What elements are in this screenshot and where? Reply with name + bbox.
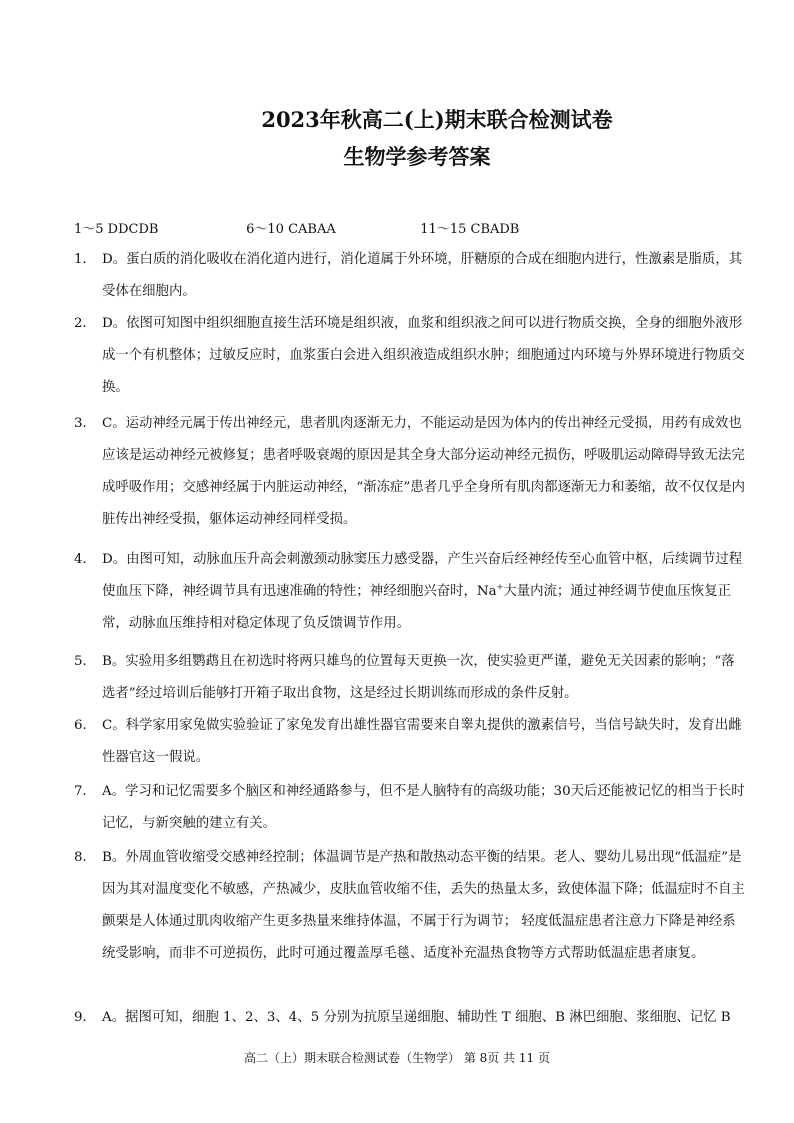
item-number: 7． — [74, 784, 96, 799]
item-explanation: D。蛋白质的消化吸收在消化道内进行，消化道属于外环境，肝糖原的合成在细胞内进行，性激素是脂质，其受体在细胞内。 — [102, 252, 743, 299]
item-explanation: A。学习和记忆需要多个脑区和神经通路参与，但不是人脑特有的高级功能；30天后还能被记忆的相当于长时记忆，与新突触的建立有关。 — [102, 784, 745, 831]
page-subtitle: 生物学参考答案 — [343, 144, 491, 169]
item-explanation: D。依图可知图中组织细胞直接生活环境是组织液，血浆和组织液之间可以进行物质交换，全身的细胞外液形成一个有机整体；过敏反应时，血浆蛋白会进入组织液造成组织水肿；细胞通过内环境与外界环境进行物质交换。 — [102, 316, 745, 395]
item-number: 3． — [74, 416, 96, 431]
answer-item — [74, 646, 746, 710]
item-number: 5． — [74, 654, 96, 669]
answer-item — [74, 776, 746, 840]
answer-key: 6～10 CABAA — [246, 222, 336, 237]
answer-key: 11～15 CBADB — [420, 222, 520, 237]
answer-item — [74, 842, 746, 970]
item-explanation: C。运动神经元属于传出神经元，患者肌肉逐渐无力，不能运动是因为体内的传出神经元受损，用药有成效也应该是运动神经元被修复；患者呼吸衰竭的原因是其全身大部分运动神经元损伤，呼吸肌运动障碍导致无法完成呼吸作用；交感神经属于内脏运动神经，“渐冻症”患者几乎全身所有肌肉都逐渐无力和萎缩，故不仅仅是内脏传出神经受损，躯体运动神经同样受损。 — [102, 416, 746, 527]
item-text-part: D。由图可知，动脉血压升高会刺激颈动脉窦压力感受器，产生兴奋后经神经传至心血管中枢，后续调节过程使血压下降，神经调节具有迅速准确的特性；神经细胞兴奋时，Na — [102, 552, 743, 599]
item-explanation — [102, 544, 746, 640]
answer-item — [74, 1002, 746, 1034]
answer-item — [74, 544, 746, 640]
page-footer: 高二（上）期末联合检测试卷（生物学） 第 8页 共 11 页 — [244, 1051, 550, 1065]
item-explanation: A。据图可知，细胞 1、2、3、4、5 分别为抗原呈递细胞、辅助性 T 细胞、B 淋巴细胞、浆细胞、记忆 B — [102, 1010, 731, 1025]
item-number: 9． — [74, 1010, 96, 1025]
item-explanation: C。科学家用家兔做实验验证了家兔发育出雄性器官需要来自睾丸提供的激素信号，当信号缺失时，发育出雌性器官这一假说。 — [102, 718, 742, 765]
item-number: 4． — [74, 552, 96, 567]
answer-key: 1～5 DDCDB — [74, 222, 159, 237]
item-text-part: 大量内流；通过神经调节使血压恢复正常，动脉血压维持相对稳定体现了负反馈调节作用。 — [102, 584, 731, 631]
item-number: 2． — [74, 316, 96, 331]
item-explanation: B。外周血管收缩受交感神经控制；体温调节是产热和散热动态平衡的结果。老人、婴幼儿易出现“低温症”是因为其对温度变化不敏感，产热减少，皮肤血管收缩不佳，丢失的热量太多，致使体温下降；低温症时不自主颤栗是人体通过肌肉收缩产生更多热量来维持体温，不属于行为调节； 轻度低温症患者注意力下降是神经系统受影响，而非不可逆损伤，此时可通过覆盖厚毛毯、适度补充温热食物等方式帮助低温症患者康复。 — [102, 850, 745, 961]
answer-item — [74, 244, 746, 308]
item-number: 6． — [74, 718, 96, 733]
item-number: 1． — [74, 252, 96, 267]
answer-item — [74, 308, 746, 404]
page-title: 2023年秋高二(上)期末联合检测试卷 — [261, 107, 613, 132]
item-number: 8． — [74, 850, 96, 865]
answer-key-row — [74, 218, 519, 237]
item-explanation: B。实验用多组鹦鹉且在初选时将两只雄鸟的位置每天更换一次，使实验更严谨，避免无关因素的影响；“落选者”经过培训后能够打开箱子取出食物，这是经过长期训练而形成的条件反射。 — [102, 654, 735, 701]
answer-item — [74, 408, 746, 536]
superscript: + — [496, 582, 504, 592]
answer-item — [74, 710, 746, 774]
